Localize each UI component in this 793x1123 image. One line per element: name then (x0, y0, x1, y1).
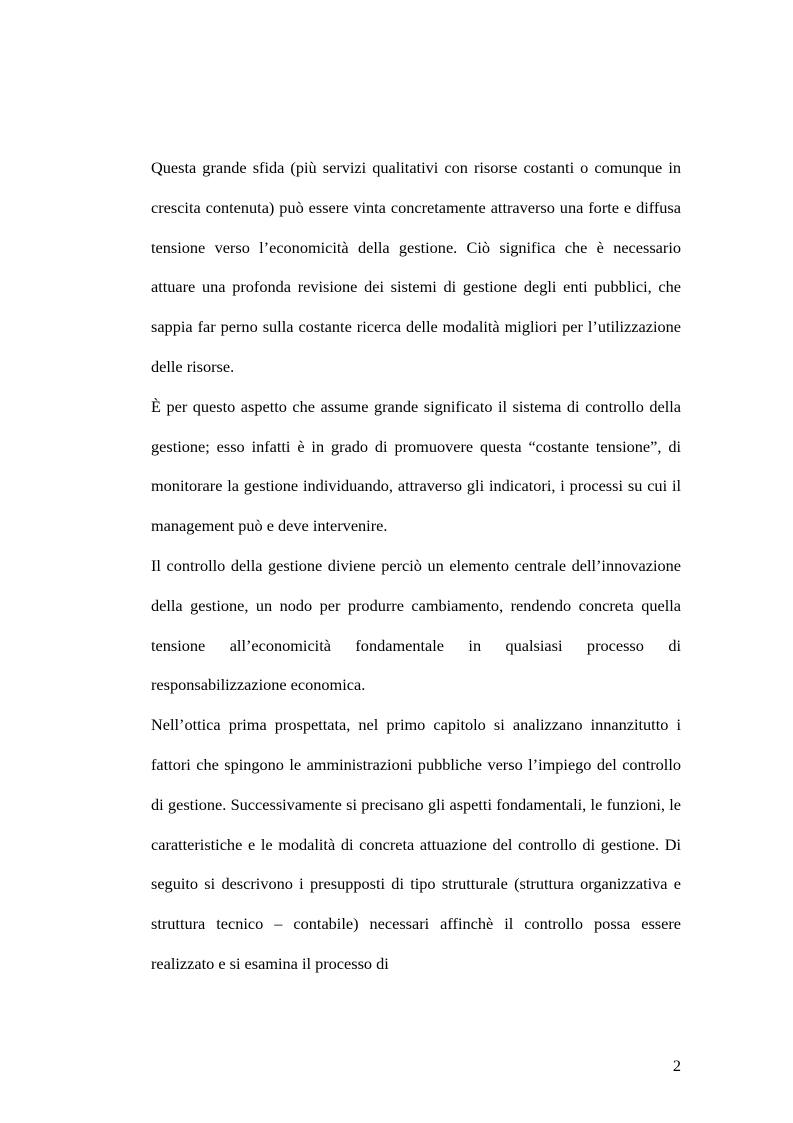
paragraph-2: È per questo aspetto che assume grande significato il sistema di controllo della gestione; esso infatti è in grado di promuovere questa “costante tensione”, di monitorare la gestione individuando, attraverso gli indicatori, i processi su cui il management può e deve intervenire. (151, 396, 681, 536)
paragraph-1: Questa grande sfida (più servizi qualitativi con risorse costanti o comunque in crescita contenuta) può essere vinta concretamente attraverso una forte e diffusa tensione verso l’economicità della gestione. Ciò significa che è necessario attuare una profonda revisione dei sistemi di gestione degli enti pubblici, che sappia far perno sulla costante ricerca delle modalità migliori per l’utilizzazione delle risorse. (151, 158, 681, 376)
paragraph-4: Nell’ottica prima prospettata, nel primo capitolo si analizzano innanzitutto i fattori che spingono le amministrazioni pubbliche verso l’impiego del controllo di gestione. Successivamente si precisano gli aspetti fondamentali, le funzioni, le caratteristiche e le modalità di concreta attuazione del controllo di gestione. Di seguito si descrivono i presupposti di tipo strutturale (struttura organizzativa e struttura tecnico – contabile) necessari affinchè il controllo possa essere realizzato e si esamina il processo di (151, 715, 681, 973)
page-number: 2 (672, 1056, 681, 1075)
body-text (151, 148, 681, 984)
paragraph-3: Il controllo della gestione diviene perciò un elemento centrale dell’innovazione della gestione, un nodo per produrre cambiamento, rendendo concreta quella tensione all’economicità fondamentale in qualsiasi processo di responsabilizzazione economica. (151, 555, 681, 695)
